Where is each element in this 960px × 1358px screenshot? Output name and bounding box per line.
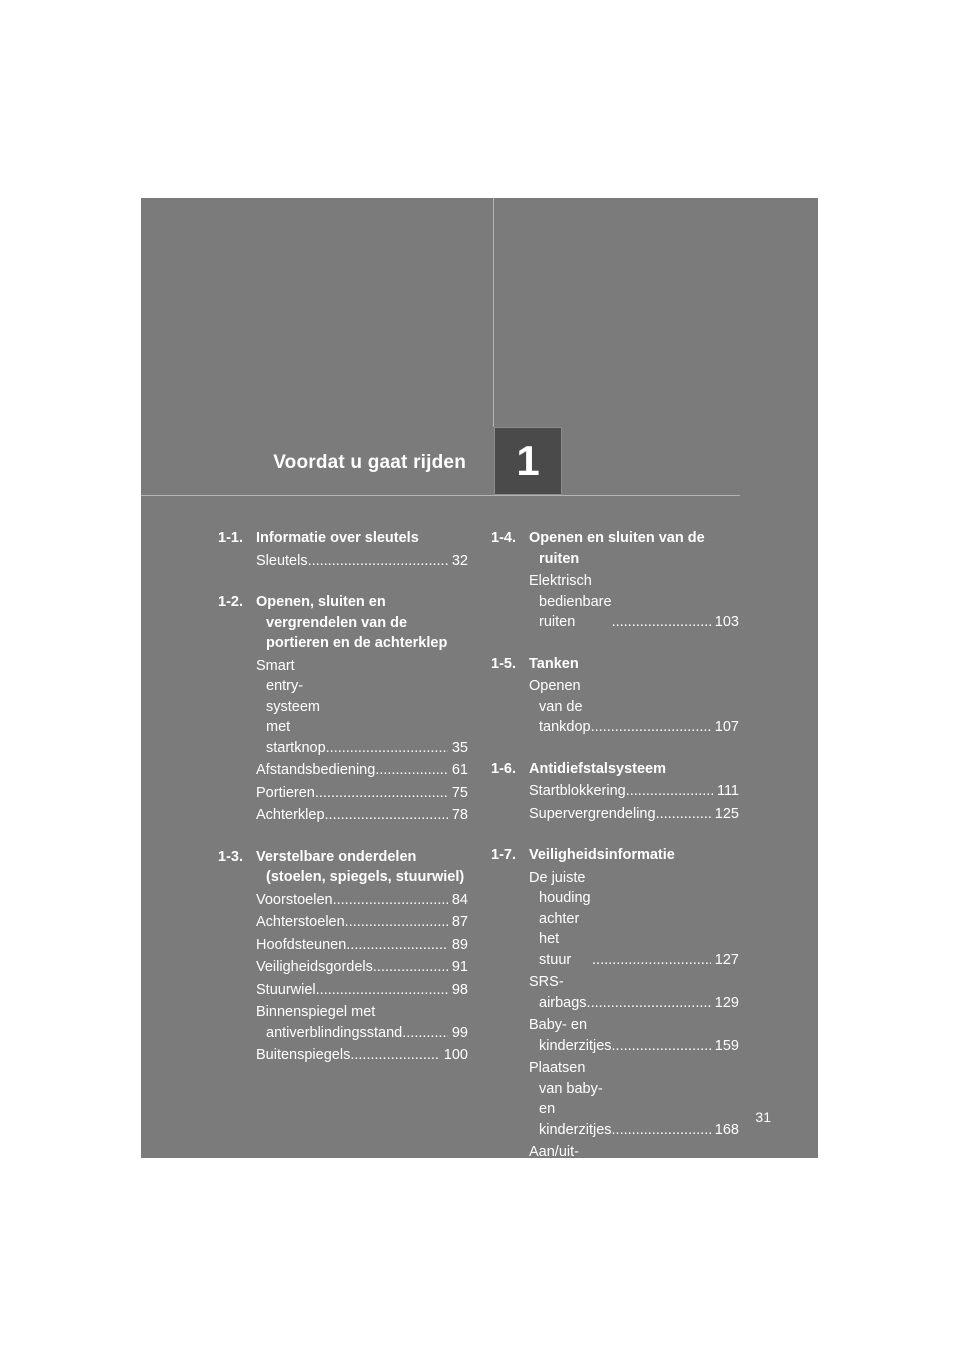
entry-label: Openen van de tankdop: [529, 678, 591, 735]
section-number: 1-6.: [491, 760, 516, 777]
toc-entry[interactable]: [529, 676, 739, 738]
toc-entry[interactable]: [256, 1045, 468, 1066]
dot-leader: [591, 717, 711, 738]
dot-leader: [350, 1045, 439, 1066]
section-title: Veiligheidsinformatie: [529, 847, 675, 863]
entry-page-number: 78: [451, 807, 468, 823]
toc-entry[interactable]: [529, 804, 739, 825]
dot-leader: [346, 935, 448, 956]
section-title: Openen, sluiten en vergrendelen van de portieren en de achterklep: [256, 594, 448, 651]
dot-leader: [402, 1023, 448, 1044]
toc-entry[interactable]: [529, 1015, 739, 1056]
toc-entry[interactable]: [256, 957, 468, 978]
section-heading[interactable]: [491, 845, 739, 866]
section-heading[interactable]: [491, 759, 739, 780]
entry-label: Achterklep: [256, 807, 325, 823]
section-heading[interactable]: [218, 592, 468, 654]
entry-label: Baby- en kinderzitjes: [529, 1017, 612, 1054]
section-heading[interactable]: [218, 847, 468, 888]
toc-section: [491, 528, 739, 633]
dot-leader: [325, 805, 448, 826]
entry-page-number: 129: [714, 994, 739, 1011]
toc-entry[interactable]: [256, 551, 468, 572]
dot-leader: [373, 957, 448, 978]
entry-label: Achterstoelen: [256, 914, 345, 930]
entry-page-number: 168: [714, 1121, 739, 1138]
toc-entry[interactable]: [529, 972, 739, 1013]
entry-label: Supervergrendeling: [529, 805, 656, 822]
toc-entry[interactable]: [256, 890, 468, 911]
entry-label: Startblokkering: [529, 783, 626, 799]
dot-leader: [308, 551, 448, 572]
entry-label: Smart entry-systeem met startknop: [256, 657, 326, 756]
toc-entry[interactable]: [256, 656, 468, 759]
dot-leader: [345, 912, 448, 933]
entry-page-number: 61: [451, 762, 468, 778]
section-heading[interactable]: [218, 528, 468, 549]
dot-leader: [609, 1183, 711, 1204]
section-title: Tanken: [529, 655, 579, 672]
entry-page-number: 75: [451, 784, 468, 801]
toc-entry[interactable]: [256, 912, 468, 933]
dot-leader: [612, 1120, 711, 1141]
toc-entry[interactable]: [256, 980, 468, 1001]
entry-label: Binnenspiegel met antiverblindingsstand: [256, 1004, 403, 1041]
dot-leader: [333, 890, 448, 911]
vertical-divider: [493, 198, 494, 427]
entry-page-number: 159: [714, 1037, 739, 1054]
manual-page: [141, 198, 818, 1201]
dot-leader: [612, 1036, 711, 1057]
toc-column-right: [491, 528, 739, 1225]
toc-column-left: [218, 528, 468, 1087]
entry-page-number: 107: [714, 719, 739, 735]
entry-page-number: 89: [451, 936, 468, 953]
dot-leader: [375, 760, 448, 781]
entry-label: Sleutels: [256, 552, 308, 569]
entry-label: Afstandsbediening: [256, 762, 376, 778]
entry-label: De juiste houding achter het stuur: [529, 869, 591, 968]
section-number: 1-4.: [491, 530, 516, 546]
toc-entry[interactable]: [256, 760, 468, 781]
entry-page-number: 35: [451, 739, 468, 756]
entry-page-number: 84: [451, 891, 468, 908]
entry-page-number: 103: [714, 614, 739, 630]
entry-page-number: 91: [451, 959, 468, 975]
dot-leader: [612, 612, 711, 633]
section-title: Antidiefstalsysteem: [529, 760, 666, 777]
dot-leader: [315, 783, 448, 804]
chapter-number: 1: [516, 437, 540, 484]
entry-label: SRS-airbags: [529, 974, 587, 1011]
entry-page-number: 98: [451, 981, 468, 998]
toc-entry[interactable]: [256, 783, 468, 804]
section-number: 1-5.: [491, 655, 516, 672]
horizontal-divider: [141, 495, 740, 496]
entry-label: Veiligheidsgordels: [256, 959, 373, 975]
toc-section: [218, 592, 468, 826]
toc-entry[interactable]: [529, 1142, 739, 1204]
entry-label: Buitenspiegels: [256, 1047, 351, 1063]
section-title: Openen en sluiten van de ruiten: [529, 530, 705, 567]
section-number: 1-1.: [218, 530, 243, 546]
toc-section: [218, 528, 468, 571]
entry-label: Hoofdsteunen: [256, 936, 347, 953]
toc-entry[interactable]: [529, 571, 739, 633]
dot-leader: [626, 781, 713, 802]
toc-section: [491, 759, 739, 825]
dot-leader: [326, 738, 448, 759]
dot-leader: [316, 980, 448, 1001]
toc-entry[interactable]: [256, 935, 468, 956]
entry-page-number: 32: [451, 552, 468, 569]
entry-page-number: 111: [716, 783, 739, 799]
toc-section: [218, 847, 468, 1066]
section-heading[interactable]: [491, 654, 739, 675]
chapter-title: Voordat u gaat rijden: [273, 452, 466, 473]
entry-page-number: 99: [451, 1024, 468, 1041]
entry-label: Plaatsen van baby- en kinderzitjes: [529, 1060, 612, 1138]
section-number: 1-2.: [218, 594, 243, 610]
entry-label: Aan/uit-schakelaar airbag: [529, 1144, 610, 1201]
dot-leader: [587, 993, 711, 1014]
section-number: 1-3.: [218, 848, 243, 865]
entry-label: Portieren: [256, 784, 315, 801]
section-heading[interactable]: [491, 528, 739, 569]
entry-page-number: 127: [714, 951, 739, 968]
entry-page-number: 100: [443, 1047, 468, 1063]
entry-label: Voorstoelen: [256, 891, 333, 908]
section-number: 1-7.: [491, 847, 516, 863]
toc-section: [491, 654, 739, 738]
entry-page-number: 125: [714, 805, 739, 822]
chapter-number-box: [494, 427, 562, 495]
dot-leader: [656, 804, 711, 825]
dot-leader: [592, 950, 711, 971]
section-title: Informatie over sleutels: [256, 530, 419, 546]
entry-page-number: 87: [451, 914, 468, 930]
toc-entry[interactable]: [529, 1058, 739, 1140]
toc-entry[interactable]: [529, 781, 739, 802]
entry-label: Elektrisch bedienbare ruiten: [529, 573, 612, 630]
section-title: Verstelbare onderdelen (stoelen, spiegels, stuurwiel): [256, 848, 465, 885]
page-number: 31: [755, 1109, 771, 1125]
toc-entry[interactable]: [256, 805, 468, 826]
toc-section: [491, 845, 739, 1204]
entry-label: Stuurwiel: [256, 981, 316, 998]
toc-entry[interactable]: [529, 868, 739, 971]
toc-entry[interactable]: [256, 1002, 468, 1043]
entry-page-number: 178: [714, 1185, 739, 1201]
